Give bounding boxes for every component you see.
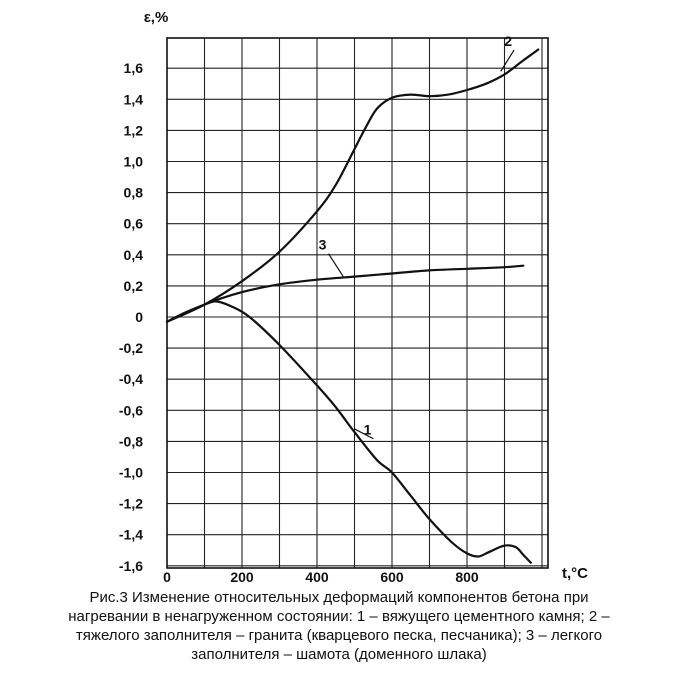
series-3-line (167, 266, 523, 322)
y-tick-label: 0 (135, 309, 143, 325)
caption-line-4: заполнителя – шамота (доменного шлака) (191, 646, 487, 663)
x-tick-label: 800 (455, 569, 479, 585)
x-axis-ticks (163, 569, 479, 585)
x-tick-label: 200 (230, 569, 254, 585)
y-tick-label: -1,2 (118, 495, 143, 512)
y-tick-label: 0,2 (123, 277, 143, 294)
y-tick-label: 1,6 (123, 60, 143, 77)
x-tick-label: 400 (305, 569, 329, 585)
y-tick-label: 0,6 (123, 215, 143, 232)
y-tick-label: -0,2 (118, 340, 143, 357)
y-tick-label: -1,4 (118, 526, 143, 543)
y-tick-label: 1,2 (123, 122, 143, 139)
y-tick-label: 1,0 (123, 153, 143, 170)
y-tick-label: -1,0 (118, 464, 143, 481)
series-1-label: 1 (363, 421, 372, 438)
series-2-line (167, 50, 538, 322)
y-tick-label: 1,4 (123, 91, 143, 108)
caption-line-3: тяжелого заполнителя – гранита (кварцевого песка, песчаника); 3 – легкого (75, 627, 603, 644)
y-tick-label: 0,8 (123, 184, 143, 201)
series-2-label: 2 (504, 32, 513, 49)
y-tick-label: -1,6 (118, 557, 143, 574)
series-1-line (167, 301, 531, 562)
y-tick-label: -0,4 (118, 371, 143, 388)
figure-caption (0, 588, 678, 664)
caption-line-2: нагревании в ненагруженном состоянии: 1 – вяжущего цементного камня; 2 – (68, 608, 610, 625)
x-tick-label: 0 (163, 569, 171, 585)
chart-series (167, 33, 538, 563)
y-tick-label: -0,8 (118, 433, 143, 450)
y-axis-label: ε,% (143, 9, 169, 26)
y-tick-label: -0,6 (118, 402, 143, 419)
x-axis-label: t,°C (562, 565, 588, 582)
y-axis-ticks (119, 60, 143, 574)
x-tick-label: 600 (380, 569, 404, 585)
caption-line-1: Рис.3 Изменение относительных деформаций компонентов бетона при (89, 589, 589, 606)
series-3-label: 3 (318, 236, 327, 253)
y-tick-label: 0,4 (123, 246, 143, 263)
series-3-leader (329, 254, 344, 277)
